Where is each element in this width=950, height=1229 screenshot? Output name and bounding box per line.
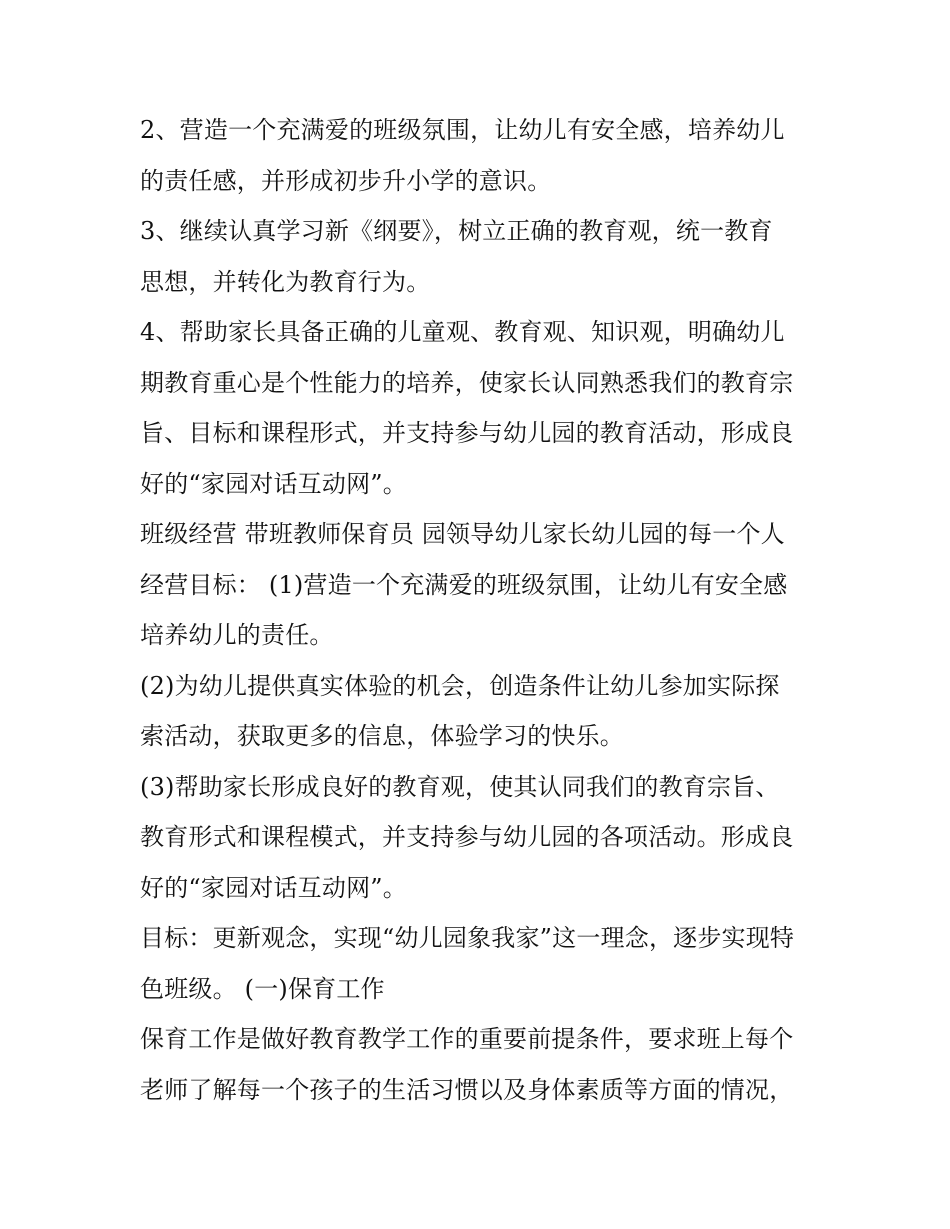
text-line: 色班级。 (一)保育工作 <box>140 975 385 1003</box>
text-line: 4、帮助家长具备正确的儿童观、教育观、知识观，明确幼儿 <box>140 318 785 346</box>
text-line: 2、营造一个充满爱的班级氛围，让幼儿有安全感，培养幼儿 <box>140 116 785 144</box>
text-line: 好的“家园对话互动网”。 <box>140 470 407 498</box>
text-line: 老师了解每一个孩子的生活习惯以及身体素质等方面的情况， <box>140 1076 794 1104</box>
text-line: 期教育重心是个性能力的培养，使家长认同熟悉我们的教育宗 <box>140 369 794 397</box>
text-line: 的责任感，并形成初步升小学的意识。 <box>140 167 552 195</box>
text-line: 好的“家园对话互动网”。 <box>140 874 407 902</box>
text-line: 保育工作是做好教育教学工作的重要前提条件，要求班上每个 <box>140 1025 794 1053</box>
text-line: 培养幼儿的责任。 <box>140 621 334 649</box>
text-line: 经营目标： (1)营造一个充满爱的班级氛围，让幼儿有安全感 <box>140 571 788 599</box>
text-line: 目标：更新观念，实现“幼儿园象我家”这一理念，逐步实现特 <box>140 924 795 952</box>
text-line: 教育形式和课程模式，并支持参与幼儿园的各项活动。形成良 <box>140 823 794 851</box>
text-line: 3、继续认真学习新《纲要》，树立正确的教育观，统一教育 <box>140 217 773 245</box>
text-line: (2)为幼儿提供真实体验的机会，创造条件让幼儿参加实际探 <box>140 672 780 700</box>
text-line: (3)帮助家长形成良好的教育观，使其认同我们的教育宗旨、 <box>140 773 780 801</box>
text-line: 班级经营 带班教师保育员 园领导幼儿家长幼儿园的每一个人 <box>140 520 785 548</box>
text-line: 索活动，获取更多的信息，体验学习的快乐。 <box>140 722 624 750</box>
text-line: 旨、目标和课程形式，并支持参与幼儿园的教育活动，形成良 <box>140 419 794 447</box>
text-line: 思想，并转化为教育行为。 <box>140 268 431 296</box>
